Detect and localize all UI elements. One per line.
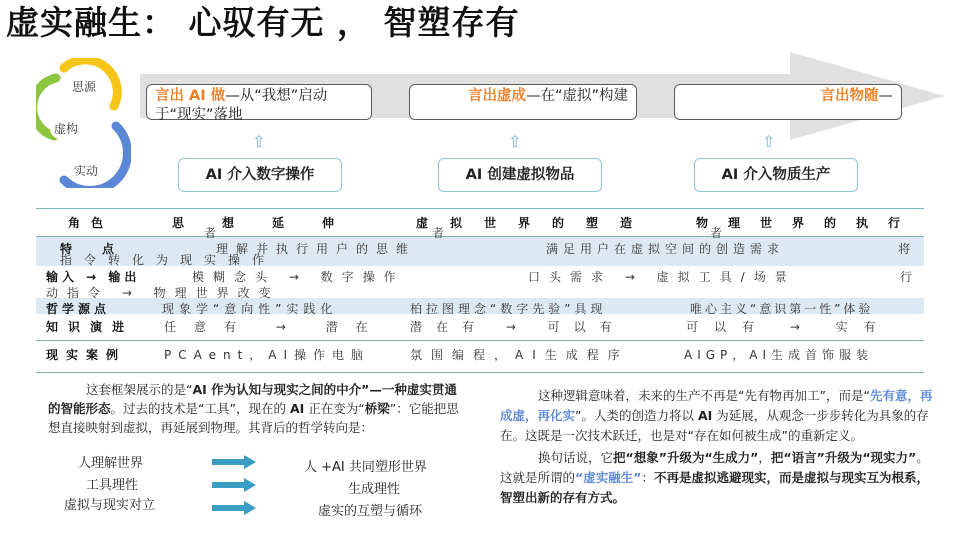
cycle-item-source: 思源 bbox=[68, 76, 100, 97]
mapping-right-item: 虚实的互塑与循环 bbox=[318, 504, 423, 519]
up-arrow-icon: ⇧ bbox=[252, 132, 266, 151]
text-run: AI bbox=[289, 401, 305, 416]
table-cell: 行 bbox=[900, 270, 924, 284]
text-run: 正在变为“ bbox=[304, 401, 365, 416]
text-run: “虚实融生” bbox=[575, 470, 642, 485]
table-cell: 将 bbox=[898, 242, 922, 256]
text-run: 这套框架展示的是“ bbox=[86, 382, 193, 397]
text-run: ： bbox=[641, 470, 654, 485]
table-header-sub: 者 bbox=[432, 226, 456, 240]
page-title: 虚实融生： 心驭有无 ， 智塑存有 bbox=[6, 3, 520, 42]
text-run: 。这就是所谓的 bbox=[500, 450, 929, 485]
ai-box-digital: AI 介入数字操作 bbox=[178, 158, 342, 192]
table-header-col1: 思想延伸 bbox=[172, 216, 373, 230]
stage-box-1 bbox=[146, 84, 372, 123]
table-row-label: 输入 → 输出 bbox=[46, 270, 141, 284]
table-cell: 柏拉图理念“数字先验”具现 bbox=[410, 302, 607, 316]
arrow-right-icon bbox=[212, 501, 256, 515]
stage-box-2 bbox=[409, 84, 637, 120]
text-run: 桥梁 bbox=[364, 401, 390, 416]
table-top-rule bbox=[36, 208, 924, 209]
stage-1-text: —从“我想”启动于“现实”落地 bbox=[155, 88, 328, 123]
arrow-right-icon bbox=[212, 478, 256, 492]
table-bottom-rule bbox=[36, 372, 924, 373]
arrow-right-icon bbox=[212, 455, 256, 469]
text-run: 不再是虚拟逃避现实，而是虚拟与现实互为根系，智塑出新的存有方式。 bbox=[500, 470, 929, 505]
table-row-label: 现实案例 bbox=[46, 348, 127, 362]
left-paragraph bbox=[48, 380, 460, 437]
mapping-left-item: 虚拟与现实对立 bbox=[64, 498, 156, 513]
right-paragraph bbox=[500, 386, 940, 508]
stage-3-text: — bbox=[878, 88, 893, 104]
text-run: 把“想象”升级为“生成力” bbox=[613, 450, 759, 465]
table-cell: 氛围编程，AI生成程序 bbox=[410, 348, 629, 362]
ai-box-virtual: AI 创建虚拟物品 bbox=[438, 158, 602, 192]
up-arrow-icon: ⇧ bbox=[508, 132, 522, 151]
table-header-col3: 物理世界的执行 bbox=[696, 216, 921, 230]
text-run: 。过去的技术是“工具”，现在的 bbox=[110, 401, 290, 416]
table-cell: 理解并执行用户的思维 bbox=[216, 242, 417, 256]
table-cell: 唯心主义“意识第一性”体验 bbox=[690, 302, 874, 316]
text-run: 把“语言”升级为“现实力” bbox=[770, 450, 917, 465]
stage-2-text: —在“虚拟”构建 bbox=[525, 88, 628, 104]
text-run: ”。人类的创造力将以 bbox=[575, 408, 698, 423]
table-cell: 可以有 → 实有 bbox=[686, 320, 892, 334]
text-run: 为延展，从观念一步步转化为具象的存在。这既是一次技术跃迁，也是对“存在如何被生成”的重新定义。 bbox=[500, 408, 929, 443]
stage-box-3 bbox=[674, 84, 902, 120]
text-run: 先有意，再成虚，再化实 bbox=[500, 388, 933, 423]
mapping-right-item: 人 +AI 共同塑形世界 bbox=[304, 460, 427, 475]
text-run: 换句话说，它 bbox=[538, 450, 614, 465]
text-run: 这种逻辑意味着，未来的生产不再是“先有物再加工”，而是“ bbox=[538, 388, 870, 403]
right-paragraph-1 bbox=[500, 386, 940, 446]
table-cell: PCAent，AI操作电脑 bbox=[164, 348, 371, 362]
stage-1-highlight: 言出 AI 做 bbox=[155, 88, 226, 104]
text-run: AI bbox=[192, 382, 207, 397]
stage-2-highlight: 言出虚成 bbox=[467, 88, 526, 104]
table-row-label: 哲学源点 bbox=[46, 302, 111, 316]
table-header-col2: 虚拟世界的塑造 bbox=[416, 216, 655, 230]
mapping-right-item: 生成理性 bbox=[348, 482, 401, 497]
table-cell: 模糊念头 → 数字操作 bbox=[192, 270, 405, 284]
cycle-item-virtual: 虚构 bbox=[50, 118, 82, 139]
table-cell: 潜在有 → 可以有 bbox=[410, 320, 626, 334]
cycle-item-action: 实动 bbox=[70, 160, 102, 181]
table-row-label: 知识演进 bbox=[46, 320, 135, 334]
table-cell-cont: 指令转化为现实操作 bbox=[60, 253, 277, 267]
text-run: ”：它能把思想直接映射到虚拟，再延展到物理。其背后的哲学转向是： bbox=[48, 401, 459, 435]
text-run: ”—一种虚实贯通的智能形态 bbox=[48, 382, 457, 416]
table-cell: AIGP，AI生成首饰服装 bbox=[684, 348, 874, 362]
cycle-diagram bbox=[36, 58, 131, 188]
table-row-label: 特点 bbox=[60, 242, 145, 256]
table-header-sub: 者 bbox=[204, 226, 228, 240]
table-cell: 任意有 → 潜在 bbox=[164, 320, 386, 334]
text-run: AI bbox=[697, 408, 713, 423]
table-row-rule bbox=[36, 340, 924, 341]
table-header-role: 角色 bbox=[68, 216, 115, 230]
table-cell-cont: 动指令 → 物理世界改变 bbox=[46, 286, 280, 300]
mapping-left-item: 工具理性 bbox=[86, 478, 139, 493]
text-run: ， bbox=[758, 450, 771, 465]
up-arrow-icon: ⇧ bbox=[762, 132, 776, 151]
table-cell: 口头需求 → 虚拟工具/场景 bbox=[528, 270, 796, 284]
table-header-sub: 者 bbox=[710, 226, 734, 240]
table-header-rule bbox=[36, 236, 924, 237]
ai-box-physical: AI 介入物质生产 bbox=[694, 158, 858, 192]
mapping-left-item: 人理解世界 bbox=[78, 456, 144, 471]
stage-3-highlight: 言出物随 bbox=[820, 88, 879, 104]
table-cell: 满足用户在虚拟空间的创造需求 bbox=[546, 242, 785, 256]
text-run: 作为认知与现实之间的中介 bbox=[206, 382, 362, 397]
table-cell: 现象学“意向性”实践化 bbox=[162, 302, 338, 316]
right-paragraph-2 bbox=[500, 448, 940, 508]
